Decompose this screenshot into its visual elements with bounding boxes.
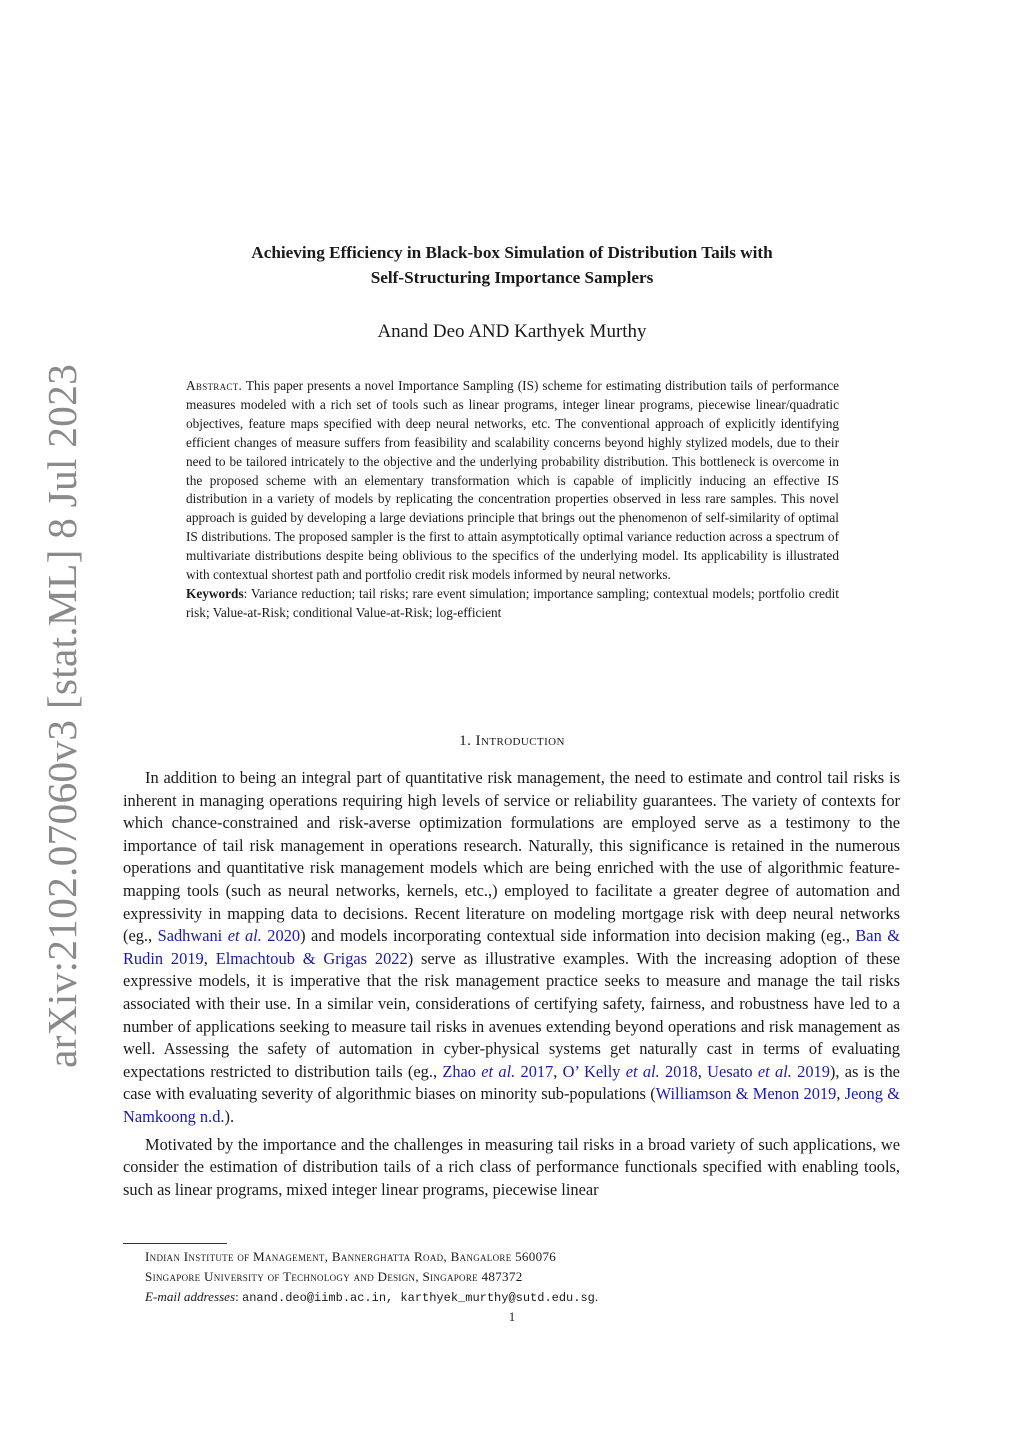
citation-etal: et al. bbox=[757, 1061, 792, 1081]
citation-year: 2020 bbox=[261, 926, 301, 946]
citation-link-elmachtoub-grigas[interactable]: Elmachtoub & Grigas 2022 bbox=[215, 948, 408, 968]
citation-year: 2018 bbox=[659, 1061, 698, 1081]
keywords-text: Variance reduction; tail risks; rare event simulation; importance sampling; contextual models; portfolio credit risk; Value-at-Risk; conditional Value-at-Risk; log-efficient bbox=[186, 585, 839, 620]
citation-year: 2017 bbox=[515, 1061, 554, 1081]
paragraph-1-text-f: , bbox=[697, 1061, 708, 1081]
abstract-text: This paper presents a novel Importance Sampling (IS) scheme for estimating distribution tails of performance measures modeled with a rich set of tools such as linear programs, integer linear programs, piecewise linear/quadratic objectives, feature maps specified with deep neural networks, etc. The conventional approach of explicitly identifying efficient changes of measure suffers from feasibility and scalability concerns beyond highly stylized models, due to their need to be tailored intricately to the objective and the underlying probability distribution. This bottleneck is overcome in the proposed scheme with an elementary transformation which is capable of implicitly inducing an effective IS distribution in a variety of models by replicating the concentration properties observed in less rare samples. This novel approach is guided by developing a large deviations principle that brings out the phenomenon of self-similarity of optimal IS distributions. The proposed sampler is the first to attain asymptotically optimal variance reduction across a spectrum of multivariate distributions despite being oblivious to the specifics of the underlying model. Its applicability is illustrated with contextual shortest path and portfolio credit risk models informed by neural networks. bbox=[186, 378, 839, 583]
citation-etal: et al. bbox=[481, 1061, 516, 1081]
keywords: Keywords: Variance reduction; tail risks; rare event simulation; importance sampling; contextual models; portfolio credit risk; Value-at-Risk; conditional Value-at-Risk; log-efficient bbox=[186, 585, 839, 620]
paragraph-1-text-h: , bbox=[836, 1084, 845, 1104]
paragraph-1-text-e: , bbox=[553, 1061, 563, 1081]
citation-year: 2019 bbox=[791, 1061, 830, 1081]
paragraph-1-text-i: ). bbox=[224, 1106, 235, 1126]
title-line-1: Achieving Efficiency in Black-box Simulation of Distribution Tails with bbox=[251, 243, 773, 262]
email-addresses bbox=[145, 1287, 845, 1308]
abstract-label: Abstract. bbox=[186, 378, 243, 393]
citation-name: Zhao bbox=[442, 1061, 482, 1081]
citation-link-uesato[interactable] bbox=[707, 1062, 830, 1081]
paragraph-1-text-d: ) serve as illustrative examples. With the increasing adoption of these expressive models, it is imperative that the risk management practice seeks to measure and manage the tail risks associated with their use. In a similar vein, considerations of certifying safety, fairness, and robustness have led to a number of applications seeking to measure tail risks in avenues extending beyond operations and risk management as well. Assessing the safety of automation in cyber-physical systems get naturally cast in terms of evaluating expectations restricted to distribution tails (eg., bbox=[123, 948, 900, 1081]
body-text bbox=[123, 767, 900, 1201]
footnote-divider bbox=[123, 1243, 227, 1244]
citation-link-okelly[interactable] bbox=[563, 1062, 698, 1081]
affiliation-2: Singapore University of Technology and Design, Singapore 487372 bbox=[145, 1269, 523, 1284]
paragraph-1-text-a: In addition to being an integral part of quantitative risk management, the need to estimate and control tail risks is inherent in managing operations requiring high levels of service or reliability guarantees. The variety of contexts for which chance-constrained and risk-averse optimization formulations are employed serve as a testimony to the importance of tail risk management in operations research. Naturally, this significance is retained in the numerous operations and quantitative risk management models which are being enriched with the use of algorithmic feature-mapping tools (such as neural networks, kernels, etc.,) employed to facilitate a greater degree of automation and expressivity in mapping data to decisions. Recent literature on modeling mortgage risk with deep neural networks (eg., bbox=[123, 768, 900, 946]
paragraph-1-text-c: , bbox=[203, 948, 216, 968]
paragraph-1-text-g: ), as is the case with evaluating severity of algorithmic biases on minority sub-populations ( bbox=[123, 1061, 900, 1104]
paragraph-1 bbox=[123, 767, 900, 1129]
section-heading-introduction bbox=[180, 732, 844, 750]
citation-link-williamson-menon[interactable]: Williamson & Menon 2019 bbox=[655, 1084, 837, 1104]
email-colon: : bbox=[235, 1289, 242, 1304]
section-number: 1. bbox=[459, 732, 472, 749]
citation-name: Sadhwani bbox=[157, 926, 228, 946]
footnotes bbox=[145, 1247, 845, 1308]
citation-link-ban-rudin[interactable]: Ban & Rudin 2019 bbox=[123, 926, 900, 968]
authors: Anand Deo AND Karthyek Murthy bbox=[377, 321, 647, 342]
citation-link-sadhwani[interactable] bbox=[158, 926, 301, 945]
email-label: E-mail addresses bbox=[145, 1289, 236, 1304]
citation-etal: et al. bbox=[625, 1061, 660, 1081]
section-title: Introduction bbox=[475, 732, 565, 749]
paragraph-2: Motivated by the importance and the challenges in measuring tail risks in a broad variety of such applications, we consider the estimation of distribution tails of a rich class of performance functionals specified with enabling tools, such as linear programs, mixed integer linear programs, piecewise linear bbox=[123, 1134, 900, 1199]
keywords-label: Keywords bbox=[186, 585, 244, 601]
citation-etal: et al. bbox=[227, 926, 262, 946]
citation-name: O’ Kelly bbox=[562, 1061, 626, 1081]
citation-link-jeong-namkoong[interactable]: Jeong & Namkoong n.d. bbox=[123, 1084, 900, 1126]
email-links[interactable]: anand.deo@iimb.ac.in, karthyek_murthy@sutd.edu.sg bbox=[242, 1291, 595, 1305]
abstract bbox=[186, 377, 839, 623]
email-end: . bbox=[594, 1289, 599, 1304]
citation-link-zhao[interactable] bbox=[442, 1062, 553, 1081]
page-number: 1 bbox=[508, 1310, 516, 1324]
arxiv-identifier-stamp: arXiv:2102.07060v3 [stat.ML] 8 Jul 2023 bbox=[39, 363, 85, 1068]
paragraph-1-text-b: ) and models incorporating contextual side information into decision making (eg., bbox=[300, 926, 856, 946]
affiliation-1: Indian Institute of Management, Bannerghatta Road, Bangalore 560076 bbox=[145, 1249, 557, 1264]
title-line-2: Self-Structuring Importance Samplers bbox=[370, 268, 654, 287]
paper-title bbox=[180, 240, 844, 290]
abstract-body bbox=[186, 377, 839, 585]
citation-name: Uesato bbox=[707, 1061, 758, 1081]
